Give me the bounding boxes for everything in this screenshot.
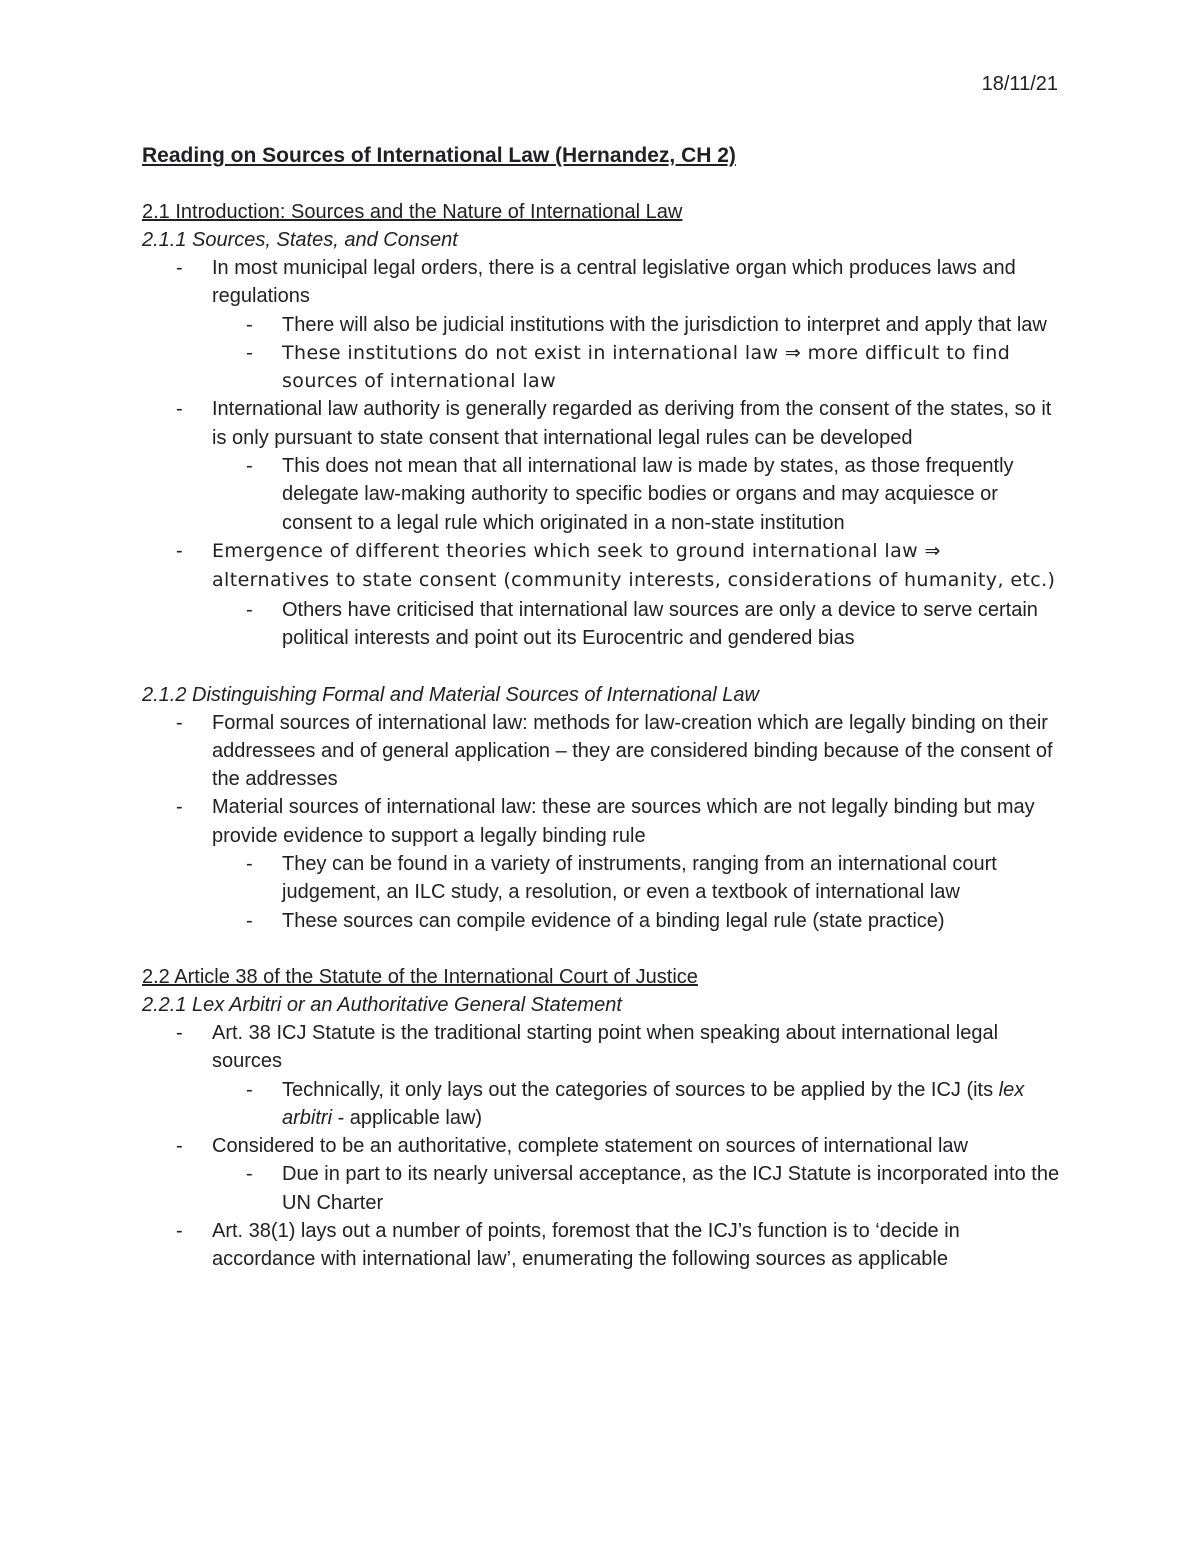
- subsection-heading-2-1-1: 2.1.1 Sources, States, and Consent: [142, 229, 458, 251]
- document-body: [142, 142, 1062, 1274]
- list-item-text: This does not mean that all international law is made by states, as those frequently delegate law-making authority to specific bodies or organs and may acquiesce or consent to a legal rule which originated in a non-state institution: [282, 455, 1014, 534]
- section-heading-2-2: 2.2 Article 38 of the Statute of the International Court of Justice: [142, 965, 698, 988]
- bullet-dash: -: [176, 257, 183, 279]
- bullet-dash: -: [176, 398, 183, 421]
- bullet-dash: -: [246, 313, 253, 336]
- list-item-text: Art. 38(1) lays out a number of points, foremost that the ICJ’s function is to ‘decide in accordance with international law’, enumerating the following sources as applicable: [212, 1220, 960, 1271]
- subsection-heading-2-2-1: 2.2.1 Lex Arbitri or an Authoritative General Statement: [142, 993, 622, 1016]
- list-item-text: Art. 38 ICJ Statute is the traditional starting point when speaking about international legal sources: [212, 1021, 999, 1073]
- list-item: [212, 907, 1062, 935]
- list-item: [142, 254, 1062, 395]
- bullet-dash: -: [246, 1163, 253, 1186]
- bullet-list: [142, 709, 1062, 935]
- document-date: 18/11/21: [981, 73, 1058, 95]
- bullet-dash: -: [176, 796, 183, 819]
- latin-term: lex arbitri: [282, 1078, 1025, 1129]
- bullet-dash: -: [176, 539, 183, 562]
- list-item-text: These sources can compile evidence of a binding legal rule (state practice): [282, 909, 945, 932]
- bullet-dash: -: [176, 711, 183, 734]
- list-item-text-end: - applicable law): [332, 1106, 483, 1129]
- section-heading-2-1: 2.1 Introduction: Sources and the Nature of International Law: [142, 201, 683, 223]
- sub-bullet-list: [212, 311, 1062, 396]
- list-item: [212, 596, 1062, 653]
- list-item-text: International law authority is generally regarded as deriving from the consent of the states, so it is only pursuant to state consent that international legal rules can be developed: [212, 398, 1052, 449]
- spacer: [142, 935, 1062, 963]
- list-item-text: Others have criticised that international law sources are only a device to serve certain political interests and point out its Eurocentric and gendered bias: [282, 598, 1038, 650]
- spacer: [142, 653, 1062, 681]
- bullet-dash: -: [176, 1021, 183, 1044]
- list-item-text: Formal sources of international law: methods for law-creation which are legally binding on their addressees and of general application – they are considered binding because of the consent of the addresses: [212, 711, 1053, 791]
- sub-bullet-list: [212, 596, 1062, 653]
- list-item-text: These institutions do not exist in international law ⇒ more difficult to find sources of international law: [282, 341, 1011, 393]
- list-item: [212, 850, 1062, 907]
- bullet-dash: -: [246, 853, 253, 876]
- sub-bullet-list: [212, 452, 1062, 537]
- document-title: Reading on Sources of International Law (Hernandez, CH 2): [142, 144, 736, 167]
- list-item-text: In most municipal legal orders, there is a central legislative organ which produces laws and regulations: [212, 257, 1016, 308]
- bullet-dash: -: [176, 1220, 183, 1243]
- list-item: [142, 1019, 1062, 1132]
- list-item: [212, 1076, 1062, 1133]
- list-item-text: Emergence of different theories which seek to ground international law ⇒ alternatives to state consent (community interests, considerations of humanity, etc.): [212, 539, 1056, 592]
- sub-bullet-list: [212, 1160, 1062, 1217]
- sub-bullet-list: [212, 1076, 1062, 1133]
- bullet-dash: -: [246, 1078, 253, 1101]
- list-item-text-start: Technically, it only lays out the categories of sources to be applied by the ICJ (its: [282, 1078, 999, 1101]
- list-item-text: They can be found in a variety of instruments, ranging from an international court judgement, an ILC study, a resolution, or even a textbook of international law: [282, 853, 997, 904]
- list-item: [212, 1160, 1062, 1217]
- bullet-dash: -: [246, 455, 253, 478]
- list-item: [142, 1217, 1062, 1274]
- list-item: [212, 339, 1062, 396]
- bullet-dash: -: [246, 909, 253, 932]
- bullet-dash: -: [246, 341, 254, 364]
- list-item: [142, 793, 1062, 934]
- subsection-heading-2-1-2: 2.1.2 Distinguishing Formal and Material Sources of International Law: [142, 683, 759, 706]
- list-item: [212, 452, 1062, 537]
- sub-bullet-list: [212, 850, 1062, 935]
- list-item-text: Considered to be an authoritative, complete statement on sources of international law: [212, 1135, 968, 1158]
- bullet-dash: -: [246, 598, 253, 621]
- list-item-text: There will also be judicial institutions with the jurisdiction to interpret and apply that law: [282, 313, 1047, 336]
- list-item-text: Material sources of international law: these are sources which are not legally binding but may provide evidence to support a legally binding rule: [212, 796, 1035, 847]
- list-item: [142, 537, 1062, 653]
- bullet-list: [142, 254, 1062, 653]
- list-item: [142, 395, 1062, 536]
- list-item: [142, 1132, 1062, 1217]
- bullet-list: [142, 1019, 1062, 1274]
- list-item-text: Due in part to its nearly universal acceptance, as the ICJ Statute is incorporated into the UN Charter: [282, 1163, 1060, 1214]
- list-item: [142, 709, 1062, 794]
- list-item: [212, 311, 1062, 339]
- bullet-dash: -: [176, 1135, 183, 1158]
